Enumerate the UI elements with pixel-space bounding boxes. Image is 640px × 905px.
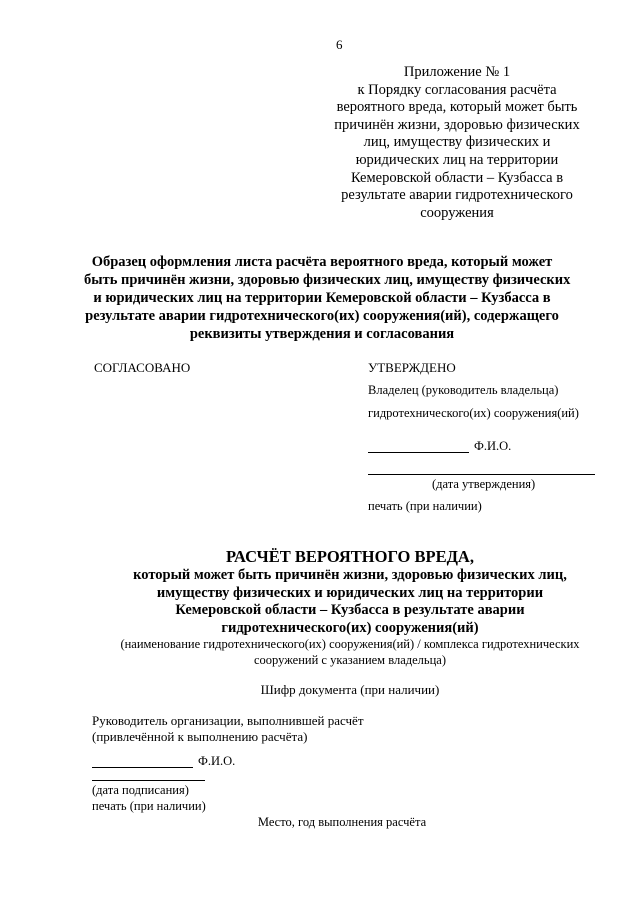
calculation-title-line: гидротехнического(их) сооружения(ий) — [221, 619, 479, 636]
calculation-title-line: имуществу физических и юридических лиц на территории — [156, 584, 544, 601]
appendix-line: Кемеровской области – Кузбасса в — [350, 169, 564, 186]
page-number: 6 — [336, 37, 343, 52]
appendix-line: юридических лиц на территории — [355, 151, 559, 168]
appendix-line: лиц, имуществу физических и — [363, 134, 551, 151]
owner-line-1: Владелец (руководитель владельца) — [368, 383, 559, 397]
heading-line: и юридических лиц на территории Кемеровской области – Кузбасса в — [93, 290, 551, 306]
executor-signature-line — [92, 767, 193, 768]
object-name-note — [100, 637, 600, 668]
heading-line: быть причинён жизни, здоровью физических лиц, имуществу физических — [84, 272, 571, 288]
object-name-note-line: (наименование гидротехнического(их) сооружения(ий) / комплекса гидротехнических — [120, 637, 580, 651]
heading-line: реквизиты утверждения и согласования — [189, 326, 455, 342]
executor-line-1: Руководитель организации, выполнившей расчёт — [92, 713, 364, 728]
place-year: Место, год выполнения расчёта — [257, 815, 427, 829]
sample-heading — [84, 253, 571, 343]
heading-line: результате аварии гидротехнического(их) сооружения(ий), содержащего — [85, 308, 559, 324]
executor-seal: печать (при наличии) — [92, 799, 206, 813]
owner-line-2: гидротехнического(их) сооружения(ий) — [368, 406, 579, 420]
approved-date-line — [368, 474, 595, 475]
calculation-title: РАСЧЁТ ВЕРОЯТНОГО ВРЕДА, — [226, 547, 474, 566]
appendix-line: Приложение № 1 — [403, 64, 511, 80]
calculation-title-block — [100, 547, 600, 637]
heading-line: Образец оформления листа расчёта вероятного вреда, который может — [91, 254, 553, 270]
approved-signature-line — [368, 452, 469, 453]
approved-fio: Ф.И.О. — [474, 439, 512, 453]
calculation-title-line: который может быть причинён жизни, здоровью физических лиц, — [133, 567, 567, 583]
appendix-line: сооружения — [420, 204, 494, 221]
agreed-label: СОГЛАСОВАНО — [94, 360, 191, 375]
appendix-block — [322, 64, 592, 222]
document-cipher: Шифр документа (при наличии) — [260, 682, 440, 697]
approved-date-caption: (дата утверждения) — [432, 477, 536, 491]
approved-label: УТВЕРЖДЕНО — [368, 360, 456, 375]
executor-date-caption: (дата подписания) — [92, 783, 189, 797]
appendix-line: вероятного вреда, который может быть — [336, 99, 578, 116]
executor-date-line — [92, 780, 205, 781]
executor-line-2: (привлечённой к выполнению расчёта) — [92, 729, 308, 744]
appendix-line: причинён жизни, здоровью физических — [334, 116, 580, 133]
executor-fio: Ф.И.О. — [198, 754, 236, 768]
calculation-title-line: Кемеровской области – Кузбасса в результате аварии — [175, 602, 525, 618]
approved-seal: печать (при наличии) — [368, 499, 482, 513]
object-name-note-line: сооружений с указанием владельца) — [253, 652, 446, 667]
appendix-line: результате аварии гидротехнического — [341, 187, 573, 204]
appendix-line: к Порядку согласования расчёта — [357, 81, 557, 98]
